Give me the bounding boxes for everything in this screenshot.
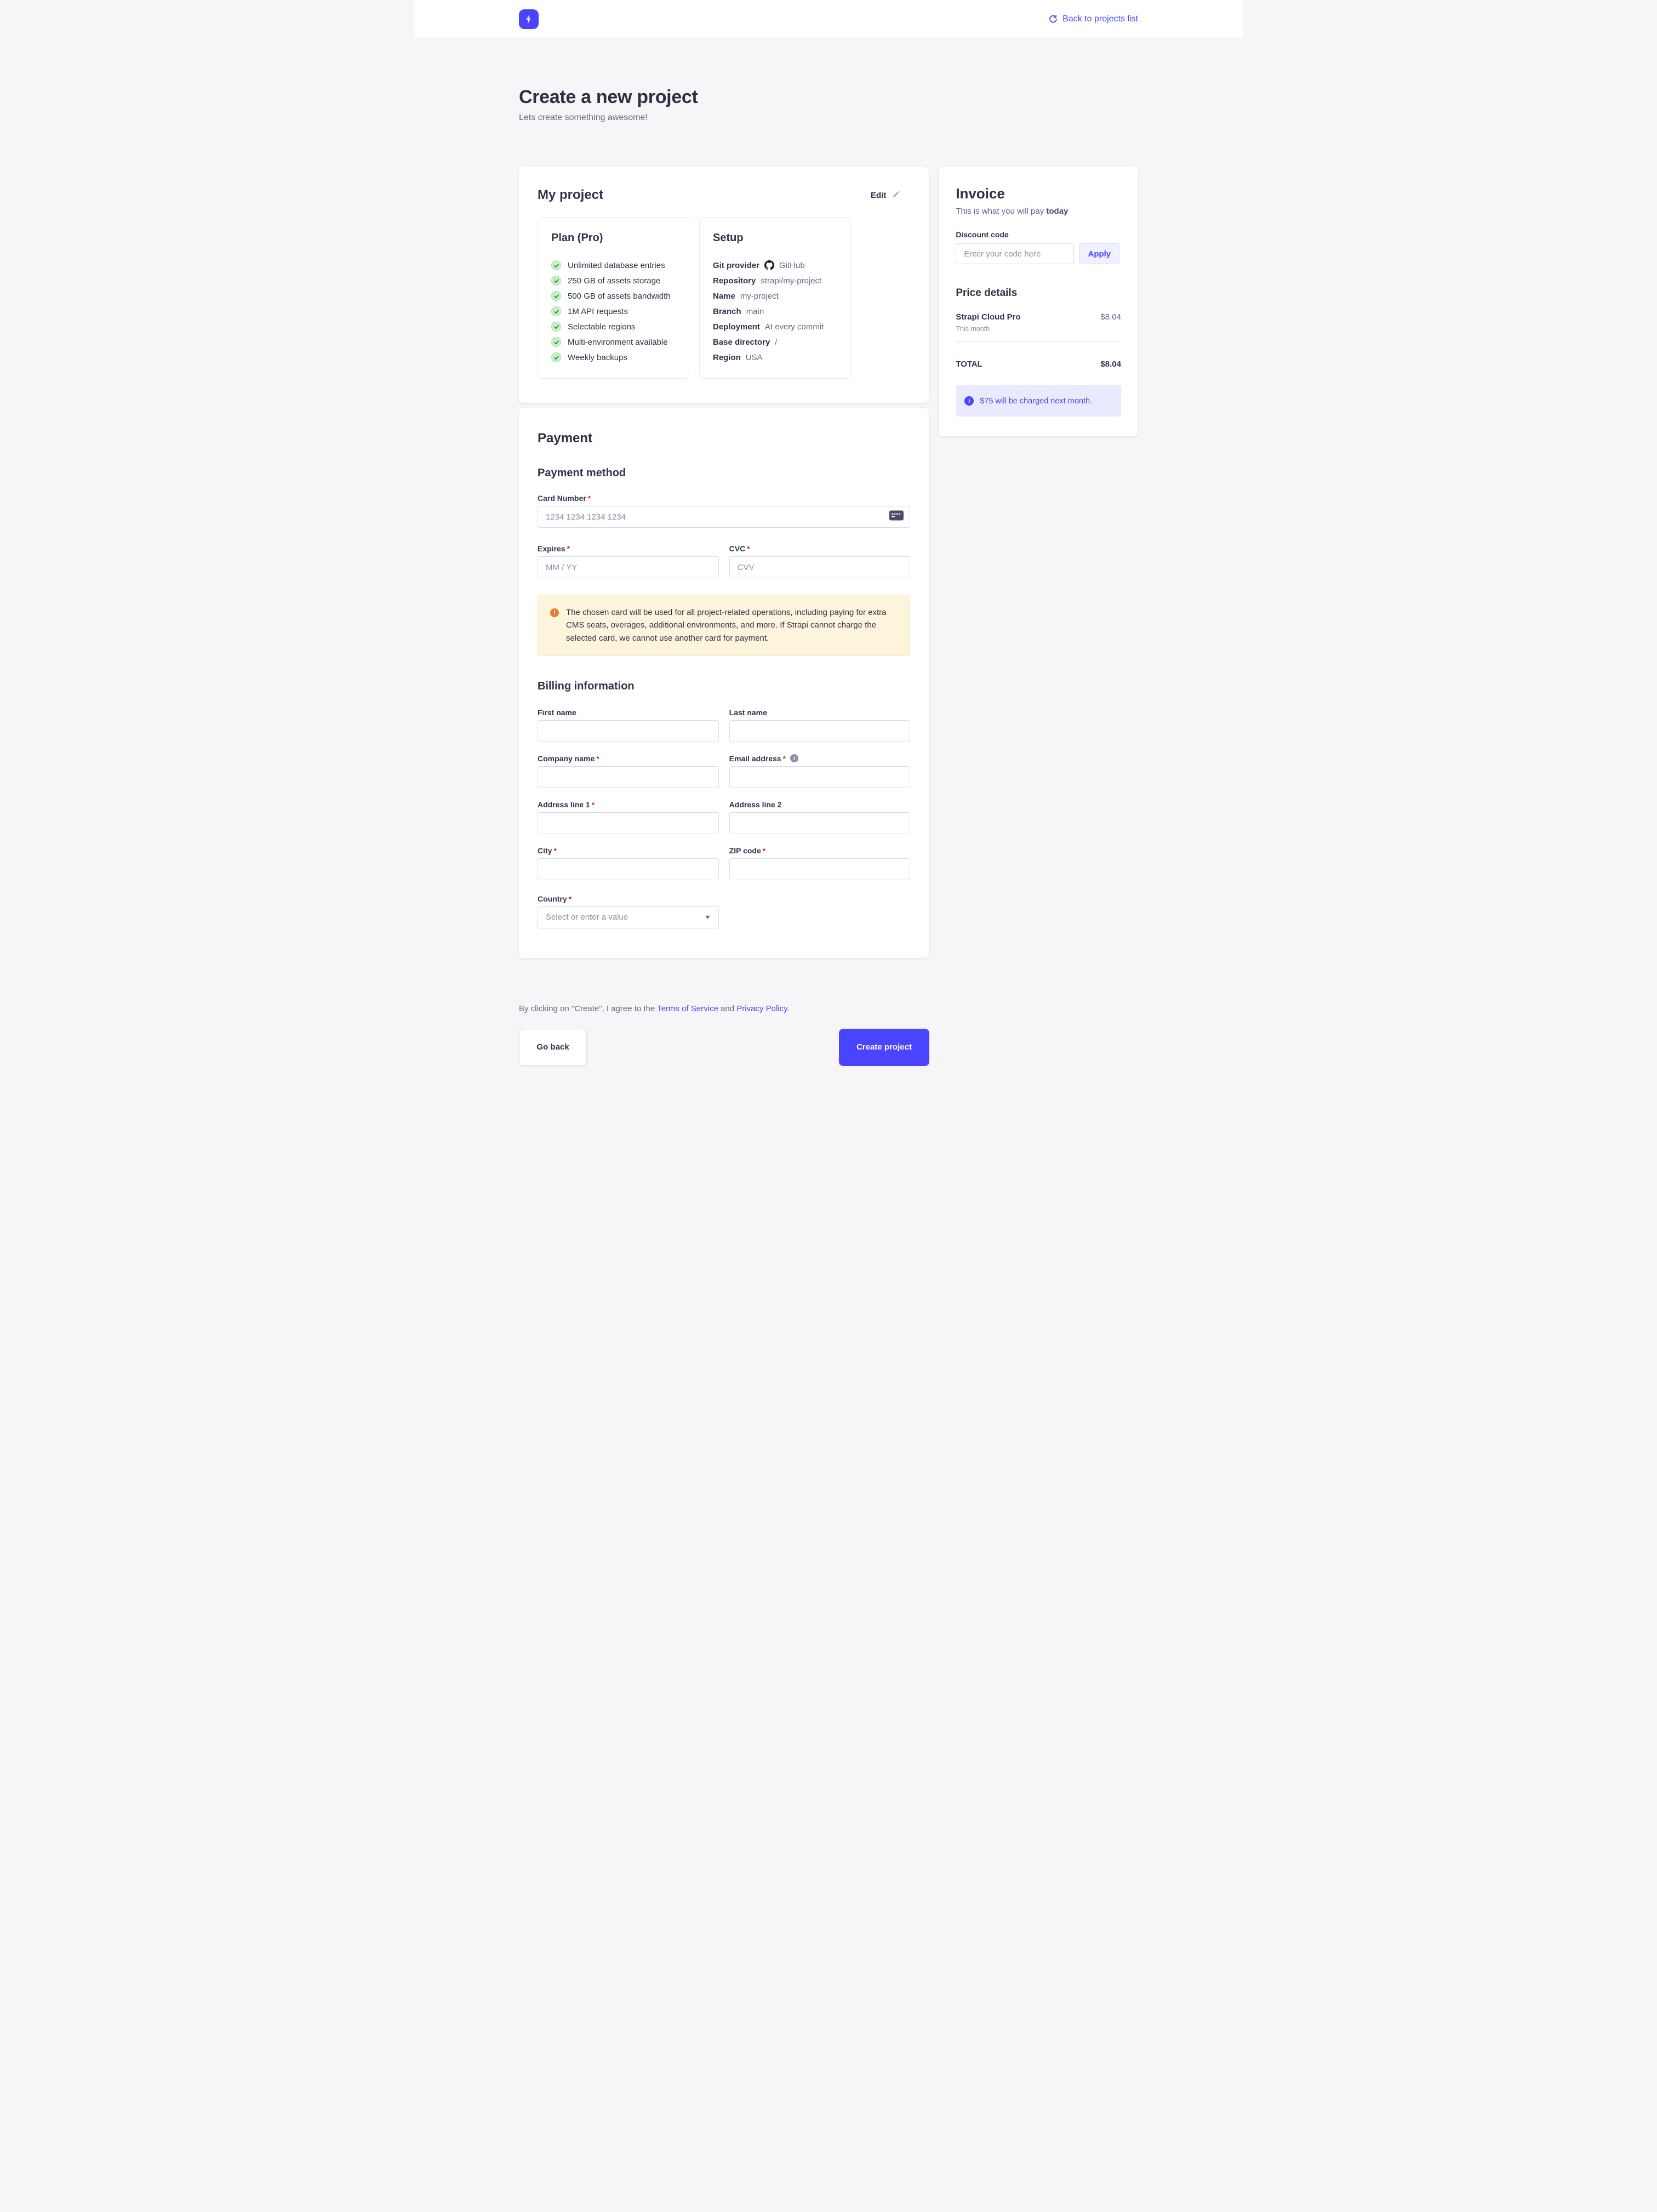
zip-code-input[interactable] xyxy=(729,858,911,880)
pencil-icon xyxy=(892,190,901,201)
setup-row-branch xyxy=(713,304,837,319)
invoice-card xyxy=(939,167,1138,436)
setup-row-label: Git provider xyxy=(713,260,760,270)
plan-box xyxy=(538,217,689,379)
zip-code-field xyxy=(729,846,911,880)
setup-row-value: / xyxy=(775,337,778,347)
email-address-input[interactable] xyxy=(729,766,911,788)
setup-row-region xyxy=(713,350,837,365)
next-month-charge-text: $75 will be charged next month. xyxy=(980,396,1093,406)
first-name-input[interactable] xyxy=(538,720,719,742)
setup-row-base-directory xyxy=(713,334,837,350)
setup-row-label: Deployment xyxy=(713,322,760,332)
plan-feature-label: 250 GB of assets storage xyxy=(568,276,661,286)
required-marker: * xyxy=(591,800,595,809)
last-name-field xyxy=(729,708,911,742)
setup-row-deployment xyxy=(713,319,837,334)
setup-row-value: my-project xyxy=(740,291,779,301)
setup-row-list xyxy=(713,258,837,365)
plan-feature-item xyxy=(551,319,676,334)
go-back-button[interactable]: Go back xyxy=(519,1029,587,1066)
payment-title: Payment xyxy=(538,431,593,446)
invoice-divider xyxy=(956,341,1121,342)
app-header xyxy=(414,0,1243,38)
address-line-1-field xyxy=(538,800,719,834)
city-input[interactable] xyxy=(538,858,719,880)
check-circle-icon xyxy=(551,276,561,286)
page-subtitle: Lets create something awesome! xyxy=(519,113,648,122)
credit-card-icon xyxy=(889,511,904,523)
setup-row-label: Repository xyxy=(713,276,756,286)
create-project-button[interactable]: Create project xyxy=(839,1029,929,1066)
email-address-label: Email address * i xyxy=(729,754,911,763)
plan-feature-item xyxy=(551,334,676,350)
setup-box-title: Setup xyxy=(713,232,744,244)
setup-row-value: At every commit xyxy=(764,322,824,332)
country-select-placeholder: Select or enter a value xyxy=(546,913,628,922)
invoice-line-item xyxy=(956,312,1121,333)
check-circle-icon xyxy=(551,337,561,347)
expires-input[interactable] xyxy=(538,556,719,578)
setup-row-repository xyxy=(713,273,837,288)
plan-feature-label: Selectable regions xyxy=(568,322,636,332)
discount-code-label: Discount code xyxy=(956,230,1009,239)
plan-feature-label: Unlimited database entries xyxy=(568,260,665,270)
required-marker: * xyxy=(782,754,786,763)
city-field xyxy=(538,846,719,880)
total-amount: $8.04 xyxy=(1100,360,1121,369)
country-select[interactable] xyxy=(538,907,719,928)
terms-agreement-text: By clicking on "Create", I agree to the Terms of Service and Privacy Policy. xyxy=(519,1004,790,1013)
email-address-field xyxy=(729,754,911,788)
check-circle-icon xyxy=(551,352,561,362)
setup-row-git-provider xyxy=(713,258,837,273)
plan-feature-label: Weekly backups xyxy=(568,352,627,362)
expires-label: Expires * xyxy=(538,544,570,553)
first-name-label: First name xyxy=(538,708,576,717)
chevron-down-icon: ▼ xyxy=(704,914,712,921)
page-title: Create a new project xyxy=(519,87,698,107)
back-to-projects-link[interactable] xyxy=(1048,14,1138,24)
plan-feature-item xyxy=(551,258,676,273)
address-line-1-input[interactable] xyxy=(538,812,719,834)
company-name-input[interactable] xyxy=(538,766,719,788)
required-marker: * xyxy=(762,846,766,855)
payment-card xyxy=(519,408,929,958)
info-icon: i xyxy=(964,396,974,406)
plan-feature-item xyxy=(551,350,676,365)
invoice-title: Invoice xyxy=(956,185,1005,202)
check-circle-icon xyxy=(551,306,561,316)
warning-icon: ! xyxy=(550,608,559,617)
card-number-label: Card Number * xyxy=(538,494,591,503)
setup-row-value: strapi/my-project xyxy=(761,276,822,286)
total-label: TOTAL xyxy=(956,360,982,369)
redo-arrow-icon xyxy=(1048,14,1058,24)
address-line-2-label: Address line 2 xyxy=(729,800,782,809)
edit-button-label: Edit xyxy=(870,190,887,200)
payment-method-title: Payment method xyxy=(538,467,626,479)
card-number-input[interactable] xyxy=(538,506,910,528)
setup-row-label: Base directory xyxy=(713,337,770,347)
required-marker: * xyxy=(587,494,591,503)
last-name-label: Last name xyxy=(729,708,767,717)
setup-box xyxy=(699,217,851,379)
plan-feature-item xyxy=(551,288,676,304)
setup-row-value: main xyxy=(746,306,764,316)
apply-discount-button[interactable]: Apply xyxy=(1079,243,1119,264)
setup-row-value: USA xyxy=(745,352,763,362)
my-project-card xyxy=(519,167,929,403)
setup-row-label: Branch xyxy=(713,306,741,316)
address-line-2-field xyxy=(729,800,911,834)
plan-feature-item xyxy=(551,304,676,319)
zip-code-label: ZIP code * xyxy=(729,846,766,855)
setup-row-name xyxy=(713,288,837,304)
check-circle-icon xyxy=(551,291,561,301)
plan-feature-label: 500 GB of assets bandwidth xyxy=(568,291,671,301)
invoice-total-row xyxy=(956,360,1121,369)
setup-row-value: GitHub xyxy=(779,260,805,270)
card-usage-warning xyxy=(538,595,910,656)
lightning-icon xyxy=(523,14,534,25)
plan-feature-label: 1M API requests xyxy=(568,306,628,316)
address-line-1-label: Address line 1 * xyxy=(538,800,595,809)
cvc-label: CVC * xyxy=(729,544,750,553)
next-month-charge-note xyxy=(956,385,1121,417)
billing-information-title: Billing information xyxy=(538,680,635,692)
city-label: City * xyxy=(538,846,557,855)
address-line-2-input[interactable] xyxy=(729,812,911,834)
plan-feature-list xyxy=(551,258,676,365)
billing-grid xyxy=(538,708,910,880)
line-item-name: Strapi Cloud Pro xyxy=(956,312,1021,322)
cvc-input[interactable] xyxy=(729,556,911,578)
project-card-title: My project xyxy=(538,187,604,202)
line-item-period: This month xyxy=(956,325,990,333)
github-icon xyxy=(764,260,774,270)
privacy-policy-link[interactable]: Privacy Policy xyxy=(736,1004,787,1013)
plan-feature-item xyxy=(551,273,676,288)
company-name-field xyxy=(538,754,719,788)
price-details-title: Price details xyxy=(956,287,1018,299)
country-field xyxy=(538,894,719,928)
edit-project-button[interactable] xyxy=(871,190,901,201)
check-circle-icon xyxy=(551,322,561,332)
setup-row-label: Name xyxy=(713,291,735,301)
plan-box-title: Plan (Pro) xyxy=(551,232,603,244)
plan-feature-label: Multi-environment available xyxy=(568,337,668,347)
strapi-cloud-logo[interactable] xyxy=(519,9,539,29)
cvc-field xyxy=(729,544,911,578)
info-icon: i xyxy=(790,754,798,762)
invoice-subtitle: This is what you will pay today xyxy=(956,207,1069,216)
check-circle-icon xyxy=(551,260,561,270)
last-name-input[interactable] xyxy=(729,720,911,742)
discount-code-input[interactable] xyxy=(956,243,1074,264)
setup-row-label: Region xyxy=(713,352,741,362)
first-name-field xyxy=(538,708,719,742)
back-link-label: Back to projects list xyxy=(1062,14,1138,24)
country-label: Country * xyxy=(538,894,572,903)
terms-of-service-link[interactable]: Terms of Service xyxy=(657,1004,718,1013)
company-name-label: Company name * xyxy=(538,754,599,763)
required-marker: * xyxy=(596,754,599,763)
expires-field xyxy=(538,544,719,578)
required-marker: * xyxy=(553,846,557,855)
line-item-amount: $8.04 xyxy=(1100,312,1121,322)
card-usage-warning-text: The chosen card will be used for all project-related operations, including paying for extra CMS seats, overages, additional environments, and more. If Strapi cannot charge the selected card, we cannot use another card for payment. xyxy=(566,608,887,643)
